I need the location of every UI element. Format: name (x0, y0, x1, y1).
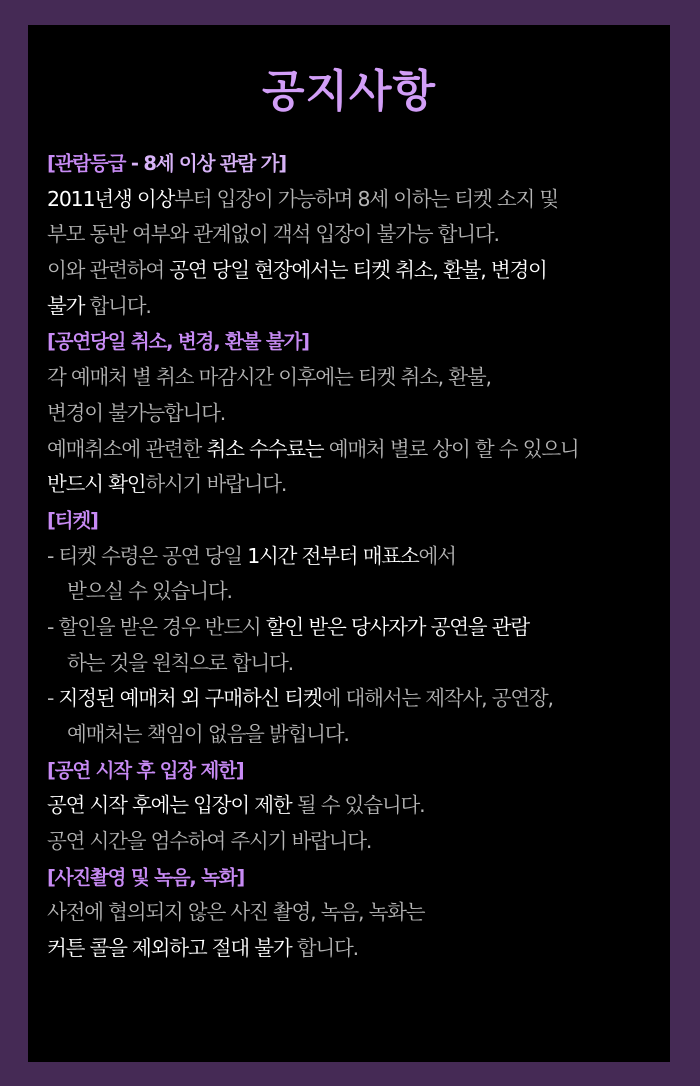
notice-line: 부모 동반 여부와 관계없이 객석 입장이 불가능 합니다. (47, 222, 499, 247)
section-heading-rating: [관람등급 - 8세 이상 관람 가] (47, 152, 287, 175)
notice-panel (28, 25, 670, 1062)
notice-content (47, 146, 670, 967)
notice-line: - 티켓 수령은 공연 당일 1시간 전부터 매표소에서 (47, 543, 456, 568)
notice-line: 각 예매처 별 취소 마감시간 이후에는 티켓 취소, 환불, (47, 365, 491, 390)
notice-line: 커튼 콜을 제외하고 절대 불가 합니다. (47, 936, 358, 961)
notice-line: 변경이 불가능합니다. (47, 400, 226, 425)
notice-line: 2011년생 이상부터 입장이 가능하며 8세 이하는 티켓 소지 및 (47, 186, 559, 211)
notice-line: - 할인을 받은 경우 반드시 할인 받은 당사자가 공연을 관람 (47, 614, 529, 639)
notice-line: 사전에 협의되지 않은 사진 촬영, 녹음, 녹화는 (47, 900, 425, 925)
section-heading-late-entry: [공연 시작 후 입장 제한] (47, 758, 244, 782)
page-title: 공지사항 (261, 66, 436, 117)
section-heading-recording: [사진촬영 및 녹음, 녹화] (47, 865, 245, 889)
notice-line: 이와 관련하여 공연 당일 현장에서는 티켓 취소, 환불, 변경이 (47, 258, 547, 283)
notice-line: 공연 시간을 엄수하여 주시기 바랍니다. (47, 829, 372, 854)
notice-line: 예매취소에 관련한 취소 수수료는 예매처 별로 상이 할 수 있으니 (47, 436, 579, 461)
notice-line: 반드시 확인하시기 바랍니다. (47, 472, 287, 497)
notice-line: 받으실 수 있습니다. (67, 579, 232, 604)
notice-line: - 지정된 예매처 외 구매하신 티켓에 대해서는 제작사, 공연장, (47, 686, 553, 711)
section-heading-same-day-cancel: [공연당일 취소, 변경, 환불 불가] (47, 330, 309, 354)
notice-line: 예매처는 책임이 없음을 밝힙니다. (67, 722, 349, 746)
notice-line: 하는 것을 원칙으로 합니다. (67, 650, 293, 675)
notice-line: 공연 시작 후에는 입장이 제한 될 수 있습니다. (47, 793, 425, 818)
section-heading-ticket: [티켓] (47, 508, 98, 532)
notice-line: 불가 합니다. (47, 293, 151, 318)
